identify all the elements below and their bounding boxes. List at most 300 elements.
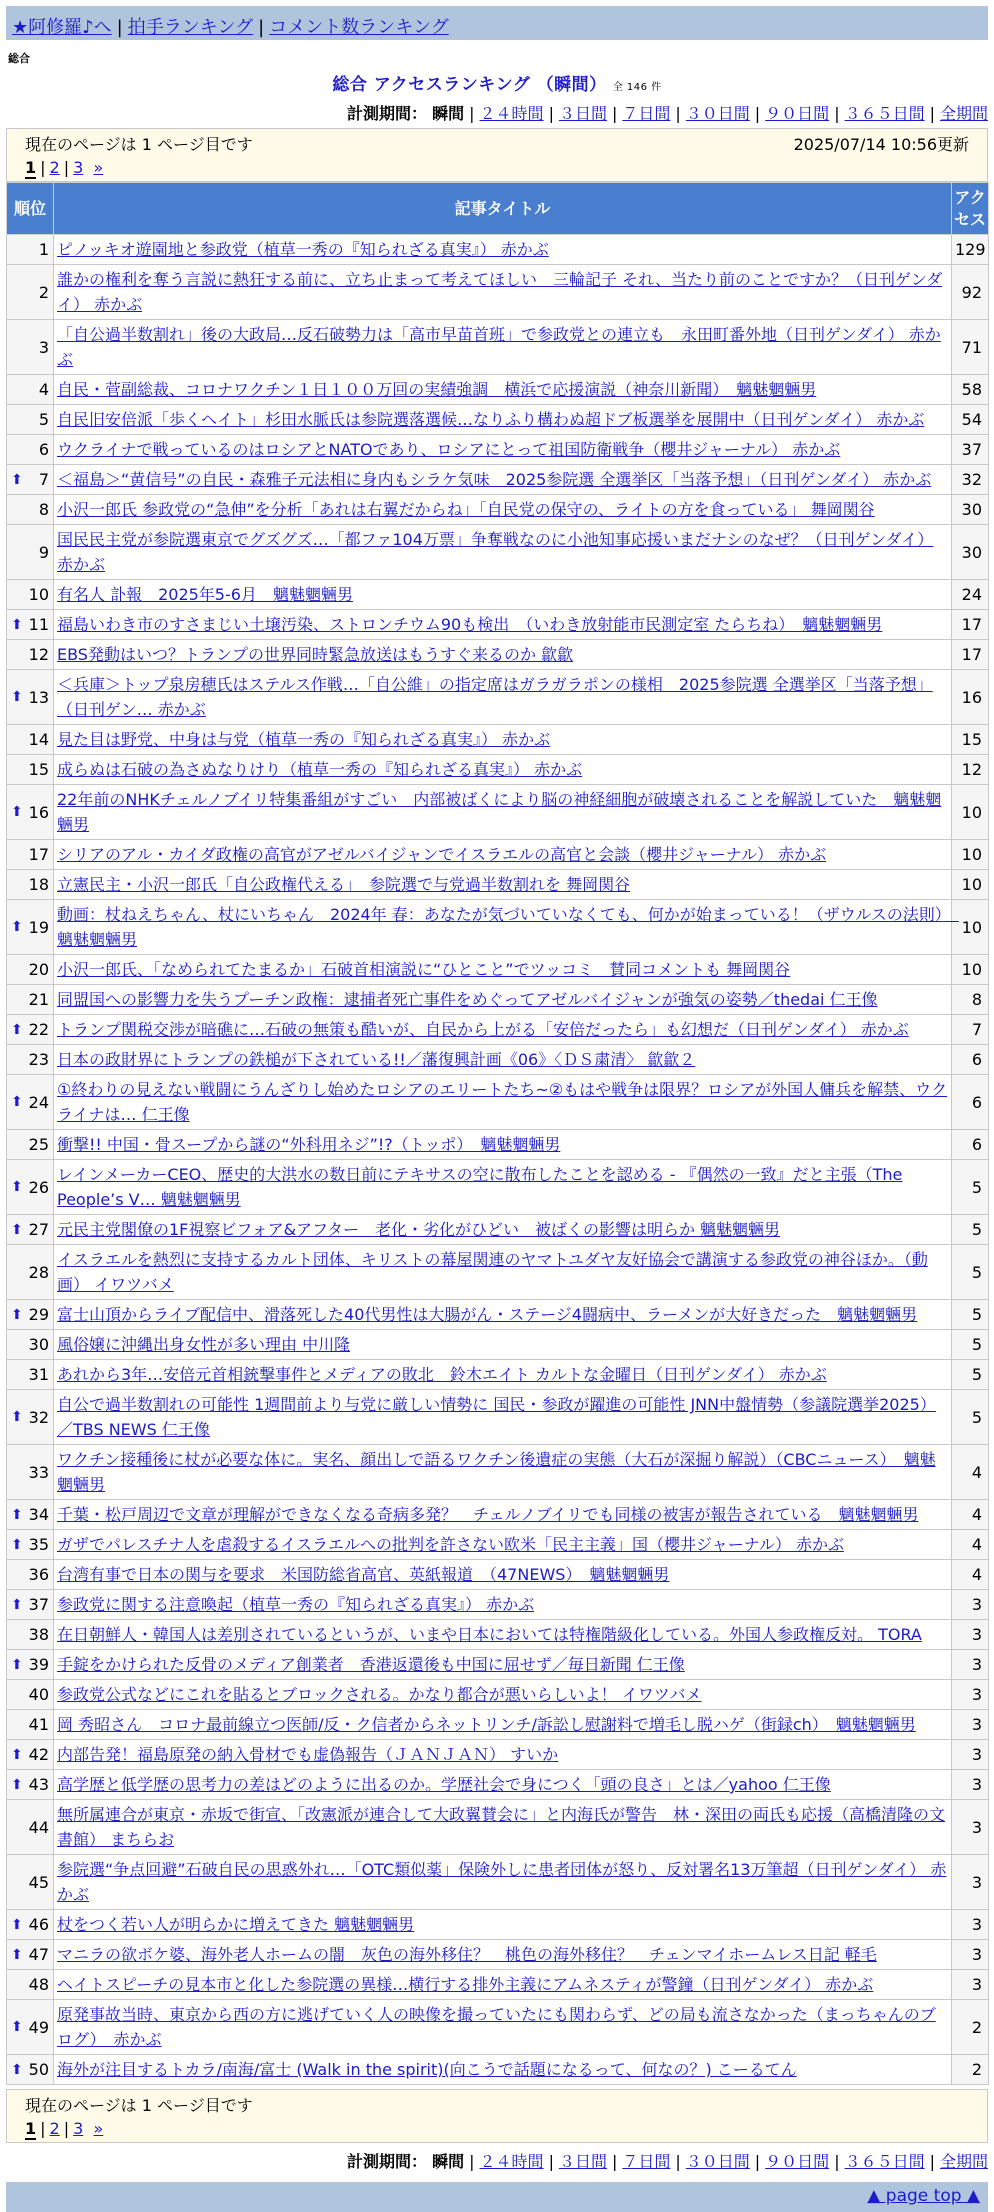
access-count: 32 [952,465,989,495]
access-count: 37 [952,435,989,465]
article-link[interactable]: 富士山頂からライブ配信中、滑落死した40代男性は大腸がん・ステージ4闘病中、ラーメンが大好きだった 魑魅魍魎男 [57,1305,918,1324]
access-count: 5 [952,1160,989,1215]
pager-page-3[interactable]: 3 [73,2119,84,2138]
article-link[interactable]: 杖をつく若い人が明らかに増えてきた 魑魅魍魎男 [57,1915,415,1934]
up-arrow-icon: ⬆ [11,2061,23,2078]
rank-number: 41 [28,1715,49,1734]
article-link[interactable]: 22年前のNHKチェルノブイリ特集番組がすごい 内部被ばくにより脳の神経細胞が破壊されることを解説していた 魑魅魍魎男 [57,790,942,834]
table-row [7,1015,989,1045]
rank-number: 28 [28,1262,49,1282]
period-link-90d[interactable]: ９０日間 [765,104,830,123]
article-link[interactable]: 日本の政財界にトランプの鉄槌が下されている!!／藩復興計画《06》〈ＤＳ粛清〉 歙歙２ [57,1050,696,1069]
period-link-30d[interactable]: ３０日間 [685,2152,750,2171]
rank-cell [7,235,54,265]
article-link[interactable]: 自民・菅副総裁、コロナワクチン１日１００万回の実績強調 横浜で応援演説（神奈川新聞） 魑魅魍魎男 [57,380,817,399]
table-row [7,1045,989,1075]
rank-cell [7,1045,54,1075]
rank-cell [7,1770,54,1800]
top-nav-bar [6,6,988,40]
table-row [7,1500,989,1530]
article-link[interactable]: 台湾有事で日本の関与を要求 米国防総省高官、英紙報道 （47NEWS） 魑魅魍魎男 [57,1565,670,1584]
pager-page-2[interactable]: 2 [49,2119,60,2138]
pager-current-page: 1 [25,158,37,177]
table-row [7,2000,989,2055]
rank-cell [7,1015,54,1045]
access-count: 10 [952,840,989,870]
rank-number: 17 [28,845,49,864]
period-link-7d[interactable]: ７日間 [622,2152,671,2171]
ranking-title: 総合 アクセスランキング （瞬間） [332,75,607,95]
title-cell [54,1330,952,1360]
ranking-heading [0,70,994,95]
up-arrow-icon: ⬆ [11,1221,23,1238]
table-row [7,1215,989,1245]
up-arrow-icon: ⬆ [11,1536,23,1553]
article-link[interactable]: 成らぬは石破の為さぬなりけり（植草一秀の『知られざる真実』） 赤かぶ [57,760,583,779]
article-link[interactable]: 動画：杖ねえちゃん、杖にいちゃん 2024年 春：あなたが気づいていなくても、何かが始まっている！（ザウルスの法則） 魑魅魍魎男 [57,905,959,949]
rank-number: 48 [28,1975,49,1994]
rank-cell [7,955,54,985]
table-row [7,1445,989,1500]
rank-cell [7,1650,54,1680]
table-row [7,1770,989,1800]
article-link[interactable]: 小沢一郎氏、「なめられてたまるか」石破首相演説に“ひとこと”でツッコミ 賛同コメントも 舞岡関谷 [57,960,791,979]
pager-page-3[interactable]: 3 [73,158,84,177]
article-link[interactable]: EBS発動はいつ？トランプの世界同時緊急放送はもうすぐ来るのか 歙歙 [57,645,574,664]
up-arrow-icon: ⬆ [11,1596,23,1613]
rank-cell [7,1390,54,1445]
title-cell [54,265,952,320]
rank-cell [7,1590,54,1620]
article-link[interactable]: 衝撃!! 中国・骨スープから謎の“外科用ネジ”!?（トッポ） 魑魅魍魎男 [57,1135,561,1154]
title-cell [54,1620,952,1650]
up-arrow-icon: ⬆ [11,1946,23,1963]
rank-cell [7,1620,54,1650]
rank-number: 19 [28,917,49,937]
title-cell [54,1940,952,1970]
table-row [7,1855,989,1910]
rank-number: 29 [28,1305,49,1324]
rank-cell [7,725,54,755]
article-link[interactable]: 見た目は野党、中身は与党（植草一秀の『知られざる真実』） 赤かぶ [57,730,551,749]
header-access: アクセス [952,183,989,235]
article-link[interactable]: ＜福島＞“黄信号”の自民・森雅子元法相に身内もシラケ気味 2025参院選 全選挙区「当落予想」（日刊ゲンダイ） 赤かぶ [57,470,932,489]
period-link-all[interactable]: 全期間 [939,104,988,123]
rank-cell [7,1245,54,1300]
rank-cell [7,405,54,435]
access-count: 3 [952,1590,989,1620]
rank-cell [7,640,54,670]
title-cell [54,1300,952,1330]
rank-number: 22 [28,1020,49,1039]
article-link[interactable]: 在日朝鮮人・韓国人は差別されているというが、いまや日本においては特権階級化している。外国人参政権反対。 TORA [57,1625,922,1644]
article-link[interactable]: 無所属連合が東京・赤坂で街宣、「改憲派が連合して大政翼賛会に」と内海氏が警告 林・深田の両氏も応援（高橋清隆の文書館） まちらお [57,1805,946,1849]
rank-number: 25 [28,1135,49,1154]
article-link[interactable]: ピノッキオ遊園地と参政党（植草一秀の『知られざる真実』） 赤かぶ [57,240,549,259]
home-link[interactable]: ★阿修羅♪へ [12,17,112,38]
access-count: 10 [952,870,989,900]
period-link-3d[interactable]: ３日間 [558,104,607,123]
article-link[interactable]: レインメーカーCEO、歴史的大洪水の数日前にテキサスの空に散布したことを認める - 『偶然の一致』だと主張（The People’s V… 魑魅魍魎男 [57,1165,903,1209]
table-row [7,1970,989,2000]
title-cell [54,785,952,840]
rank-number: 33 [28,1462,49,1482]
rank-cell [7,1560,54,1590]
title-cell [54,465,952,495]
title-cell [54,1245,952,1300]
table-row [7,375,989,405]
access-count: 30 [952,525,989,580]
nav-separator: | [258,17,265,38]
table-row [7,525,989,580]
up-arrow-icon: ⬆ [11,919,23,935]
rank-cell [7,785,54,840]
up-arrow-icon: ⬆ [11,1094,23,1110]
pager-bottom: 1 | 2 | 3 » [25,2119,104,2138]
title-cell [54,1130,952,1160]
table-row [7,1650,989,1680]
article-link[interactable]: 千葉・松戸周辺で文章が理解ができなくなる奇病多発？ チェルノブイリでも同様の被害が報告されている 魑魅魍魎男 [57,1505,919,1524]
rank-number: 20 [28,960,49,979]
rank-number: 31 [28,1365,49,1384]
access-count: 15 [952,725,989,755]
access-count: 54 [952,405,989,435]
title-cell [54,580,952,610]
article-link[interactable]: 岡 秀昭さん コロナ最前線立つ医師/反・ク信者からネットリンチ/訴訟し慰謝料で増毛し脱ハゲ（街録ch） 魑魅魍魎男 [57,1715,916,1734]
table-row [7,1075,989,1130]
rank-number: 6 [38,440,49,459]
up-arrow-icon: ⬆ [11,804,23,820]
ranking-rows [7,235,989,2085]
access-count: 16 [952,670,989,725]
rank-number: 21 [28,990,49,1009]
access-count: 3 [952,1855,989,1910]
table-row [7,1560,989,1590]
rank-number: 36 [28,1565,49,1584]
article-link[interactable]: マニラの欲ボケ婆、海外老人ホームの闇 灰色の海外移住？ 桃色の海外移住？ チェンマイホームレス日記 軽毛 [57,1945,877,1964]
access-count: 6 [952,1130,989,1160]
table-row [7,955,989,985]
title-cell [54,610,952,640]
title-cell [54,1160,952,1215]
up-arrow-icon: ⬆ [11,1656,23,1673]
rank-cell [7,1970,54,2000]
title-cell [54,1360,952,1390]
access-count: 3 [952,1970,989,2000]
access-count: 7 [952,1015,989,1045]
access-count: 8 [952,985,989,1015]
header-title: 記事タイトル [54,183,952,235]
article-link[interactable]: ガザでパレスチナ人を虐殺するイスラエルへの批判を許さない欧米「民主主義」国（櫻井ジャーナル） 赤かぶ [57,1535,845,1554]
up-arrow-icon: ⬆ [11,2019,23,2035]
period-label: 計測期間： [347,2152,428,2171]
rank-number: 4 [38,380,49,399]
up-arrow-icon: ⬆ [11,1409,23,1425]
article-link[interactable]: 誰かの権利を奪う言説に熱狂する前に、立ち止まって考えてほしい 三輪記子 それ、当たり前のことですか？（日刊ゲンダイ） 赤かぶ [57,270,943,314]
period-current: 瞬間 [432,2152,465,2171]
title-cell [54,2055,952,2085]
rank-cell [7,1075,54,1130]
rank-cell [7,1910,54,1940]
table-row [7,1940,989,1970]
article-link[interactable]: 自公で過半数割れの可能性 1週間前より与党に厳しい情勢に 国民・参政が躍進の可能性 JNN中盤情勢（参議院選挙2025）／TBS NEWS 仁王像 [57,1395,936,1439]
up-arrow-icon: ⬆ [11,1179,23,1195]
rank-number: 24 [28,1092,49,1112]
rank-number: 43 [28,1775,49,1794]
access-count: 2 [952,2000,989,2055]
title-cell [54,405,952,435]
rank-cell [7,1855,54,1910]
rank-cell [7,265,54,320]
title-cell [54,1075,952,1130]
title-cell [54,1445,952,1500]
title-cell [54,375,952,405]
access-count: 3 [952,1680,989,1710]
rank-number: 12 [28,645,49,664]
up-arrow-icon: ⬆ [11,1916,23,1933]
title-cell [54,985,952,1015]
rank-cell [7,1130,54,1160]
title-cell [54,1390,952,1445]
access-count: 10 [952,785,989,840]
rank-number: 5 [38,410,49,429]
rank-number: 9 [38,542,49,562]
ranking-table [6,182,989,2085]
access-count: 2 [952,2055,989,2085]
rank-cell [7,1330,54,1360]
rank-number: 27 [28,1220,49,1239]
access-count: 12 [952,755,989,785]
up-arrow-icon: ⬆ [11,1506,23,1523]
title-cell [54,870,952,900]
access-count: 10 [952,955,989,985]
section-label: 総合 [8,52,30,65]
title-cell [54,525,952,580]
table-row [7,725,989,755]
article-link[interactable]: イスラエルを熱烈に支持するカルト団体、キリストの幕屋関連のヤマトユダヤ友好協会で講演する参政党の神谷ほか。（動画） イワツバメ [57,1250,928,1294]
rank-cell [7,670,54,725]
article-link[interactable]: 原発事故当時、東京から西の方に逃げていく人の映像を撮っていたにも関わらず、どの局も流さなかった（まっちゃんのブログ） 赤かぶ [57,2005,936,2049]
title-cell [54,495,952,525]
rank-number: 7 [38,470,49,489]
access-count: 3 [952,1910,989,1940]
table-row [7,1800,989,1855]
period-link-all[interactable]: 全期間 [939,2152,988,2171]
rank-number: 16 [28,802,49,822]
table-row [7,1620,989,1650]
table-row [7,1910,989,1940]
rank-number: 35 [28,1535,49,1554]
hakushu-ranking-link[interactable]: 拍手ランキング [127,17,254,38]
rank-cell [7,900,54,955]
table-row [7,1680,989,1710]
table-row [7,785,989,840]
table-row [7,900,989,955]
period-link-7d[interactable]: ７日間 [622,104,671,123]
article-link[interactable]: 海外が注目するトカラ/南海/富士 (Walk in the spirit)(向こうで話題になるって、何なの？) こーるてん [57,2060,797,2079]
rank-cell [7,1500,54,1530]
comment-ranking-link[interactable]: コメント数ランキング [269,17,449,38]
rank-number: 23 [28,1050,49,1069]
rank-number: 10 [28,585,49,604]
article-link[interactable]: 参院選“争点回避”石破自民の思惑外れ…「OTC類似薬」保険外しに患者団体が怒り、反対署名13万筆超（日刊ゲンダイ） 赤かぶ [57,1860,947,1904]
access-count: 3 [952,1740,989,1770]
access-count: 5 [952,1330,989,1360]
nav-separator: | [116,17,123,38]
article-link[interactable]: 参政党公式などにこれを貼るとブロックされる。かなり都合が悪いらしいよ！ イワツバメ [57,1685,702,1704]
article-link[interactable]: シリアのアル・カイダ政権の高官がアゼルバイジャンでイスラエルの高官と会談（櫻井ジャーナル） 赤かぶ [57,845,827,864]
table-row [7,1160,989,1215]
article-link[interactable]: 手錠をかけられた反骨のメディア創業者 香港返還後も中国に屈せず／毎日新聞 仁王像 [57,1655,685,1674]
rank-cell [7,755,54,785]
access-count: 4 [952,1445,989,1500]
pager-next[interactable]: » [93,158,104,177]
title-cell [54,1215,952,1245]
period-current: 瞬間 [432,104,465,123]
period-selector-bottom: 計測期間： 瞬間 | ２４時間 | ３日間 | ７日間 | ３０日間 | ９０日間 | ３６５日間 | 全期間 [347,2152,988,2171]
current-page-text: 現在のページは 1 ページ目です [25,135,253,154]
title-cell [54,640,952,670]
rank-number: 34 [28,1505,49,1524]
article-link[interactable]: 元民主党閣僚の1F視察ビフォア&アフター 老化・劣化がひどい 被ばくの影響は明らか 魑魅魍魎男 [57,1220,781,1239]
article-link[interactable]: 立憲民主・小沢一郎氏「自公政権代える」 参院選で与党過半数割れを 舞岡関谷 [57,875,631,894]
rank-cell [7,985,54,1015]
access-count: 17 [952,640,989,670]
period-link-365d[interactable]: ３６５日間 [844,104,925,123]
period-link-90d[interactable]: ９０日間 [765,2152,830,2171]
updated-timestamp: 2025/07/14 10:56更新 [793,135,969,154]
page-top-link[interactable]: ▲ page top ▲ [867,2186,980,2206]
article-link[interactable]: 「自公過半数割れ」後の大政局…反石破勢力は「高市早苗首班」で参政党との連立も 永田町番外地（日刊ゲンダイ） 赤かぶ [57,325,941,369]
access-count: 10 [952,900,989,955]
article-link[interactable]: ワクチン接種後に杖が必要な体に。実名、顔出しで語るワクチン後遺症の実態（大石が深掘り解説）（CBCニュース） 魑魅魍魎男 [57,1450,936,1494]
rank-cell [7,1740,54,1770]
bottom-bar [6,2182,988,2212]
table-row [7,1245,989,1300]
access-count: 3 [952,1620,989,1650]
table-row [7,405,989,435]
current-page-text-bottom: 現在のページは 1 ページ目です [25,2096,253,2115]
title-cell [54,1650,952,1680]
access-count: 5 [952,1300,989,1330]
title-cell [54,320,952,375]
rank-cell [7,1160,54,1215]
rank-cell [7,1445,54,1500]
up-arrow-icon: ⬆ [11,1021,23,1038]
title-cell [54,435,952,465]
period-link-24h[interactable]: ２４時間 [479,104,544,123]
article-link[interactable]: ウクライナで戦っているのはロシアとNATOであり、ロシアにとって祖国防衛戦争（櫻井ジャーナル） 赤かぶ [57,440,841,459]
rank-number: 42 [28,1745,49,1764]
rank-cell [7,870,54,900]
table-row [7,495,989,525]
up-arrow-icon: ⬆ [11,1746,23,1763]
article-link[interactable]: 自民旧安倍派「歩くヘイト」杉田水脈氏は参院選落選候…なりふり構わぬ超ドブ板選挙を展開中（日刊ゲンダイ） 赤かぶ [57,410,925,429]
article-link[interactable]: ＜兵庫＞トップ泉房穂氏はステルス作戦…「自公維」の指定席はガラガラポンの様相 2025参院選 全選挙区「当落予想」（日刊ゲン… 赤かぶ [57,675,933,719]
article-link[interactable]: 風俗嬢に沖縄出身女性が多い理由 中川隆 [57,1335,351,1354]
rank-number: 37 [28,1595,49,1614]
page-info-bottom [6,2089,988,2143]
title-cell [54,1740,952,1770]
pager-top: 1 | 2 | 3 » [25,158,104,177]
rank-cell [7,2055,54,2085]
rank-number: 26 [28,1177,49,1197]
article-link[interactable]: 有名人 訃報 2025年5-6月 魑魅魍魎男 [57,585,353,604]
pager-page-2[interactable]: 2 [49,158,60,177]
title-cell [54,1710,952,1740]
access-count: 30 [952,495,989,525]
article-link[interactable]: 高学歴と低学歴の思考力の差はどのように出るのか。学歴社会で身につく「頭の良さ」とは／yahoo 仁王像 [57,1775,831,1794]
table-row [7,1590,989,1620]
table-row [7,870,989,900]
title-cell [54,1500,952,1530]
article-link[interactable]: あれから3年…安倍元首相銃撃事件とメディアの敗北 鈴木エイト カルトな金曜日（日刊ゲンダイ） 赤かぶ [57,1365,827,1384]
table-row [7,755,989,785]
table-row [7,1330,989,1360]
access-count: 24 [952,580,989,610]
article-link[interactable]: 福島いわき市のすさまじい土壌汚染、ストロンチウム90も検出 （いわき放射能市民測定室 たらちね） 魑魅魍魎男 [57,615,883,634]
article-link[interactable]: ヘイトスピーチの見本市と化した参院選の異様…横行する排外主義にアムネスティが警鐘（日刊ゲンダイ） 赤かぶ [57,1975,874,1994]
rank-number: 46 [28,1915,49,1934]
access-count: 4 [952,1560,989,1590]
period-link-24h[interactable]: ２４時間 [479,2152,544,2171]
period-link-365d[interactable]: ３６５日間 [844,2152,925,2171]
access-count: 4 [952,1530,989,1560]
title-cell [54,1970,952,2000]
article-link[interactable]: 国民民主党が参院選東京でグズグズ…「都ファ104万票」争奪戦なのに小池知事応援いまだナシのなぜ？（日刊ゲンダイ） 赤かぶ [57,530,934,574]
article-link[interactable]: 小沢一郎氏 参政党の“急伸”を分析「あれは右翼だからね」「自民党の保守の、ライトの方を食っている」 舞岡関谷 [57,500,875,519]
title-cell [54,1800,952,1855]
table-row [7,235,989,265]
rank-number: 32 [28,1407,49,1427]
up-arrow-icon: ⬆ [11,689,23,705]
access-count: 3 [952,1770,989,1800]
title-cell [54,1770,952,1800]
access-count: 5 [952,1215,989,1245]
title-cell [54,1015,952,1045]
title-cell [54,1045,952,1075]
up-arrow-icon: ⬆ [11,616,23,633]
table-row [7,435,989,465]
article-link[interactable]: 内部告発！福島原発の納入骨材でも虚偽報告（ＪＡＮＪＡＮ） すいか [57,1745,559,1764]
table-row [7,1710,989,1740]
rank-cell [7,2000,54,2055]
up-arrow-icon: ⬆ [11,471,23,488]
table-row [7,1360,989,1390]
access-count: 3 [952,1650,989,1680]
rank-cell [7,1940,54,1970]
rank-number: 18 [28,875,49,894]
access-count: 3 [952,1940,989,1970]
article-link[interactable]: 参政党に関する注意喚起（植草一秀の『知られざる真実』） 赤かぶ [57,1595,535,1614]
table-row [7,610,989,640]
table-row [7,640,989,670]
period-link-3d[interactable]: ３日間 [558,2152,607,2171]
table-row [7,580,989,610]
pager-next[interactable]: » [93,2119,104,2138]
access-count: 3 [952,1800,989,1855]
rank-cell [7,1680,54,1710]
period-link-30d[interactable]: ３０日間 [685,104,750,123]
rank-number: 11 [28,615,49,634]
table-row [7,265,989,320]
article-link[interactable]: ①終わりの見えない戦闘にうんざりし始めたロシアのエリートたち~②もはや戦争は限界？ロシアが外国人傭兵を解禁、ウクライナは… 仁王像 [57,1080,948,1124]
title-cell [54,2000,952,2055]
table-row [7,985,989,1015]
access-count: 5 [952,1390,989,1445]
article-link[interactable]: トランプ関税交渉が暗礁に…石破の無策も酷いが、自民から上がる「安倍だったら」も幻想だ（日刊ゲンダイ） 赤かぶ [57,1020,909,1039]
article-link[interactable]: 同盟国への影響力を失うプーチン政権：逮捕者死亡事件をめぐってアゼルバイジャンが強気の姿勢／thedai 仁王像 [57,990,878,1009]
